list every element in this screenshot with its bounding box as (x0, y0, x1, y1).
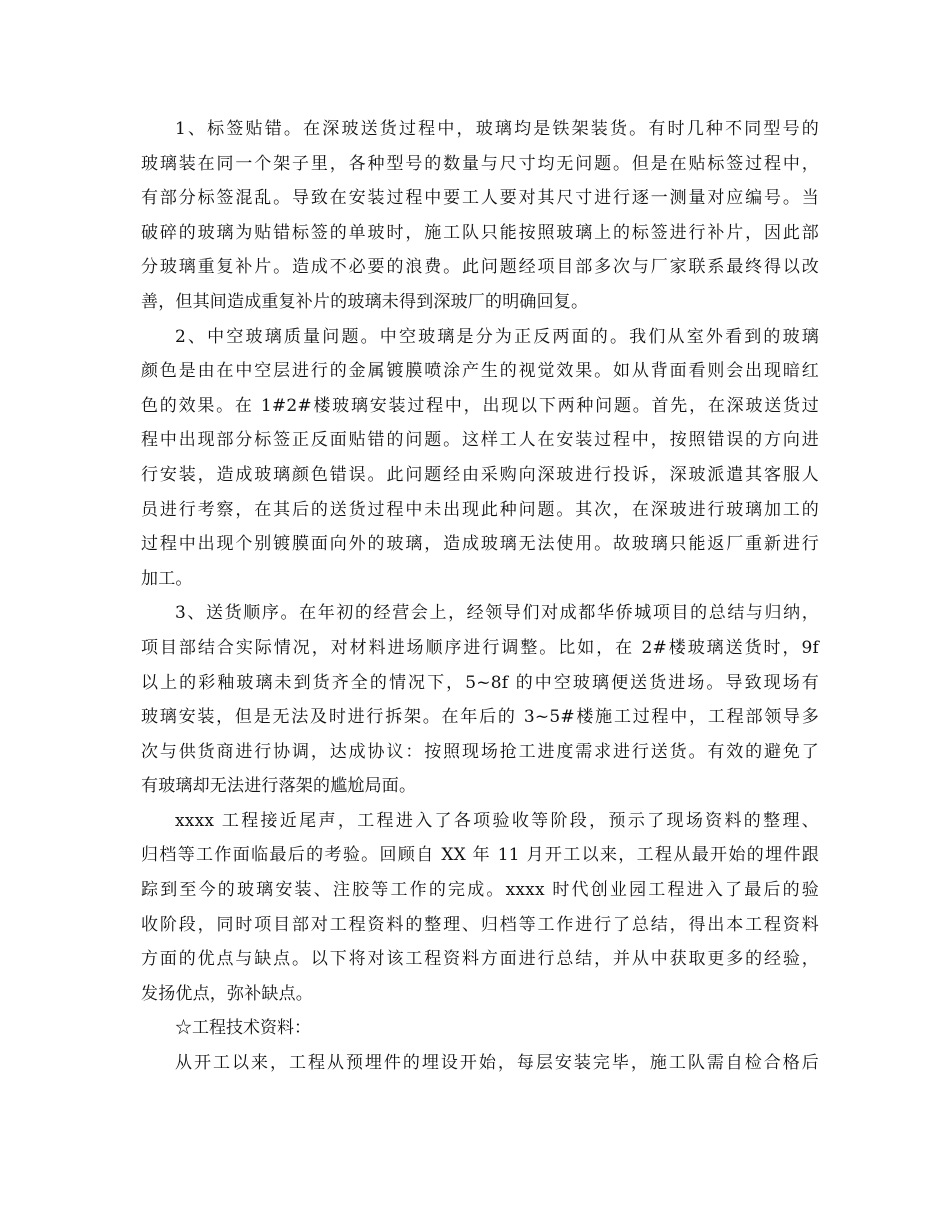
paragraph-label-errors (141, 112, 819, 320)
text-line: 3、送货顺序。在年初的经营会上，经领导们对成都华侨城项目的总结与归纳， (175, 603, 819, 624)
text-line: 行安装，造成玻璃颜色错误。此问题经由采购向深玻进行投诉，深玻派遣其客服人 (141, 464, 819, 485)
text-line: 以上的彩釉玻璃未到货齐全的情况下，5~8f 的中空玻璃便送货进场。导致现场有 (141, 672, 819, 693)
text-line: 过程中出现个别镀膜面向外的玻璃，造成玻璃无法使用。故玻璃只能返厂重新进行 (141, 534, 819, 555)
text-line: 从开工以来，工程从预埋件的埋设开始，每层安装完毕，施工队需自检合格后 (175, 1053, 819, 1074)
text-line: 分玻璃重复补片。造成不必要的浪费。此问题经项目部多次与厂家联系最终得以改 (141, 257, 819, 278)
text-line: 颜色是由在中空层进行的金属镀膜喷涂产生的视觉效果。如从背面看则会出现暗红 (141, 361, 819, 382)
text-line: 收阶段，同时项目部对工程资料的整理、归档等工作进行了总结，得出本工程资料 (141, 914, 819, 935)
text-line: 归档等工作面临最后的考验。回顾自 XX 年 11 月开工以来，工程从最开始的埋件跟 (141, 845, 819, 866)
text-line: 项目部结合实际情况，对材料进场顺序进行调整。比如，在 2#楼玻璃送货时，9f (141, 637, 819, 658)
document-page (141, 112, 819, 1081)
text-line: 破碎的玻璃为贴错标签的单玻时，施工队只能按照玻璃上的标签进行补片，因此部 (141, 222, 819, 243)
section-heading-text: ☆工程技术资料： (175, 1018, 311, 1039)
text-line: 员进行考察，在其后的送货过程中未出现此种问题。其次，在深玻进行玻璃加工的 (141, 499, 819, 520)
text-line: 次与供货商进行协调，达成协议：按照现场抢工进度需求进行送货。有效的避免了 (141, 741, 819, 762)
paragraph-glass-quality (141, 320, 819, 597)
text-line: xxxx 工程接近尾声，工程进入了各项验收等阶段，预示了现场资料的整理、 (175, 810, 819, 831)
text-line: 色的效果。在 1#2#楼玻璃安装过程中，出现以下两种问题。首先，在深玻送货过 (141, 395, 819, 416)
section-heading (141, 1011, 819, 1046)
text-line: 善，但其间造成重复补片的玻璃未得到深玻厂的明确回复。 (141, 291, 589, 312)
paragraph-technical-docs (141, 1046, 819, 1081)
text-line: 玻璃安装，但是无法及时进行拆架。在年后的 3~5#楼施工过程中，工程部领导多 (141, 707, 819, 728)
text-line: 发扬优点，弥补缺点。 (141, 983, 313, 1004)
paragraph-project-summary (141, 804, 819, 1012)
text-line: 玻璃装在同一个架子里，各种型号的数量与尺寸均无问题。但是在贴标签过程中， (141, 153, 819, 174)
paragraph-delivery-order (141, 596, 819, 804)
text-line: 1、标签贴错。在深玻送货过程中，玻璃均是铁架装货。有时几种不同型号的 (175, 119, 819, 139)
text-line: 踪到至今的玻璃安装、注胶等工作的完成。xxxx 时代创业园工程进入了最后的验 (141, 880, 819, 901)
text-line: 有玻璃却无法进行落架的尴尬局面。 (141, 776, 417, 797)
text-line: 方面的优点与缺点。以下将对该工程资料方面进行总结，并从中获取更多的经验， (141, 949, 819, 970)
text-line: 程中出现部分标签正反面贴错的问题。这样工人在安装过程中，按照错误的方向进 (141, 430, 819, 451)
text-line: 有部分标签混乱。导致在安装过程中要工人要对其尺寸进行逐一测量对应编号。当 (141, 188, 819, 209)
text-line: 加工。 (141, 568, 193, 589)
text-line: 2、中空玻璃质量问题。中空玻璃是分为正反两面的。我们从室外看到的玻璃 (175, 326, 819, 347)
